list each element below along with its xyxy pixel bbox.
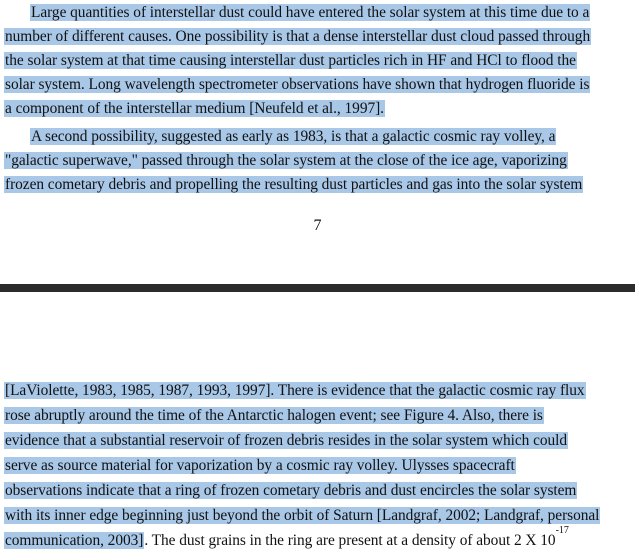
text-line [4,74,590,96]
text-line [4,405,544,427]
selected-text[interactable]: the solar system at that time causing interstellar dust particles rich in HF and HCl to flood the [5,52,576,69]
exponent: -17 [555,525,569,536]
text-line [30,2,590,24]
selected-text[interactable]: Large quantities of interstellar dust could have entered the solar system at this time due to a [31,4,590,21]
selected-text[interactable]: evidence that a substantial reservoir of frozen debris resides in the solar system which could [5,432,568,449]
text-line [30,126,556,148]
text-line [4,480,577,502]
selected-text[interactable]: solar system. Long wavelength spectrometer observations have shown that hydrogen fluoride is [5,76,590,93]
selected-text[interactable]: rose abruptly around the time of the Antarctic halogen event; see Figure 4. Also, there is [5,407,543,424]
selected-text[interactable]: communication, 2003] [5,532,144,549]
selected-text[interactable]: serve as source material for vaporization by a cosmic ray volley. Ulysses spacecraft [5,457,515,474]
text-line [4,150,568,172]
selected-text[interactable]: a component of the interstellar medium [Neufeld et al., 1997]. [5,100,384,117]
selected-text[interactable]: [LaViolette, 1983, 1985, 1987, 1993, 1997]. There is evidence that the galactic cosmic ray flux [5,382,585,399]
unselected-text: . The dust grains in the ring are present at a density of about 2 X 10 [144,532,556,549]
text-line [4,26,591,48]
text-line [4,98,385,120]
text-line [4,455,516,477]
selected-text[interactable]: number of different causes. One possibility is that a dense interstellar dust cloud passed through [5,28,591,45]
page-divider [0,284,635,292]
text-line [4,505,600,527]
selected-text[interactable]: A second possibility, suggested as early as 1983, is that a galactic cosmic ray volley, a [31,128,556,145]
selected-text[interactable]: observations indicate that a ring of frozen cometary debris and dust encircles the solar system [5,482,577,499]
text-line [4,430,568,452]
page-number: 7 [313,217,322,234]
document-page-bottom [0,292,635,553]
text-line [4,525,569,552]
selected-text[interactable]: "galactic superwave," passed through the solar system at the close of the ice age, vaporizing [5,152,567,169]
selected-text[interactable]: with its inner edge beginning just beyond the orbit of Saturn [Landgraf, 2002; Landgraf, personal [5,507,600,524]
text-line [4,174,583,196]
text-line [4,380,586,402]
selected-text[interactable]: frozen cometary debris and propelling the resulting dust particles and gas into the solar system [5,176,583,193]
text-line [4,50,577,72]
